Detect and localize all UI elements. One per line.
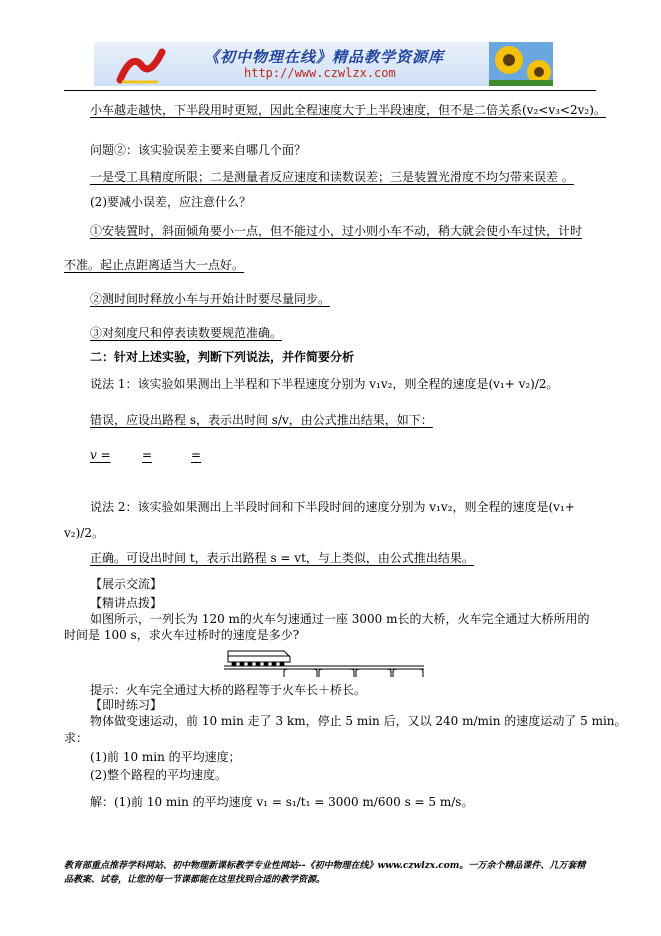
hint-text: 提示：火车完全通过大桥的路程等于火车长＋桥长。 xyxy=(90,683,367,697)
statement-2-analysis: 正确。可设出时间 t，表示出路程 s = vt，与上类似，由公式推出结果。 xyxy=(90,551,474,565)
answer-3-point2: ②测时间时释放小车与开始计时要尽量同步。 xyxy=(90,292,331,306)
equation-eq1: = xyxy=(142,448,153,462)
question-2: 问题②：该实验误差主要来自哪几个面？ xyxy=(90,143,307,157)
answer-2: 一是受工具精度所限；二是测量者反应速度和读数误差；三是装置光滑度不均匀带来误差 。 xyxy=(90,170,574,184)
example-line2: 时间是 100 s，求火车过桥时的速度是多少? xyxy=(64,628,300,642)
answer-3-point3: ③对刻度尺和停表读数要规范准确。 xyxy=(90,326,283,340)
statement-1-analysis: 错误，应设出路程 s，表示出时间 s/v，由公式推出结果，如下： xyxy=(90,413,433,427)
text-line-conclusion: 小车越走越快，下半段用时更短，因此全程速度大于上半段速度，但不是二倍关系(v₂<v₃<2v₂)。 xyxy=(90,103,606,117)
header-divider xyxy=(64,90,596,91)
page-footer: 教育部重点推荐学科网站、初中物理新课标教学专业性网站--《初中物理在线》www.czwlzx.com。一万余个精品课件、几万套精品教案、试卷，让您的每一节课都能在这里找到合适的教学资源。 xyxy=(64,861,586,885)
answer-3-line2: 不准。起止点距离适当大一点好。 xyxy=(64,258,245,272)
answer-3-line1: ①安装置时，斜面倾角要小一点，但不能过小，过小则小车不动，稍大就会使小车过快，计时 xyxy=(90,224,583,238)
statement-2-line2: v₂)/2。 xyxy=(64,526,104,540)
equation-eq2: = xyxy=(191,448,202,462)
solution-line1: 解：(1)前 10 min 的平均速度 v₁ = s₁/t₁ = 3000 m/600 s = 5 m/s。 xyxy=(90,795,474,809)
practice-line1: 物体做变速运动，前 10 min 走了 3 km，停止 5 min 后，又以 240 m/min 的速度运动了 5 min。 xyxy=(90,714,627,728)
section-heading-2: 二：针对上述实验，判断下列说法，并作简要分析 xyxy=(90,350,355,364)
statement-1: 说法 1：该实验如果测出上半程和下半程速度分别为 v₁v₂，则全程的速度是(v₁+ v₂)/2。 xyxy=(90,377,559,391)
banner-url[interactable]: http://www.czwlzx.com xyxy=(244,66,396,80)
banner-title: 《初中物理在线》精品教学资源库 xyxy=(204,48,445,66)
sunflower-icon xyxy=(489,42,553,86)
example-line1: 如图所示，一列长为 120 m的火车匀速通过一座 3000 m长的大桥，火车完全通过大桥所用的 xyxy=(90,612,590,626)
equation-v: v = xyxy=(90,448,111,462)
practice-q1: (1)前 10 min 的平均速度； xyxy=(90,750,241,764)
practice-q2: (2)整个路程的平均速度。 xyxy=(90,768,227,782)
practice-line2: 求： xyxy=(64,731,89,745)
train-bridge-figure xyxy=(224,645,424,677)
show-exchange-heading: 【展示交流】 xyxy=(90,577,163,591)
question-3: (2)要减小误差，应注意什么？ xyxy=(90,195,251,209)
explain-heading: 【精讲点拨】 xyxy=(90,596,163,610)
practice-heading: 【即时练习】 xyxy=(90,698,163,712)
logo-icon xyxy=(112,46,168,84)
header-banner xyxy=(94,42,553,86)
statement-2-line1: 说法 2：该实验如果测出上半段时间和下半段时间的速度分别为 v₁v₂，则全程的速度是(v₁+ xyxy=(90,500,575,514)
